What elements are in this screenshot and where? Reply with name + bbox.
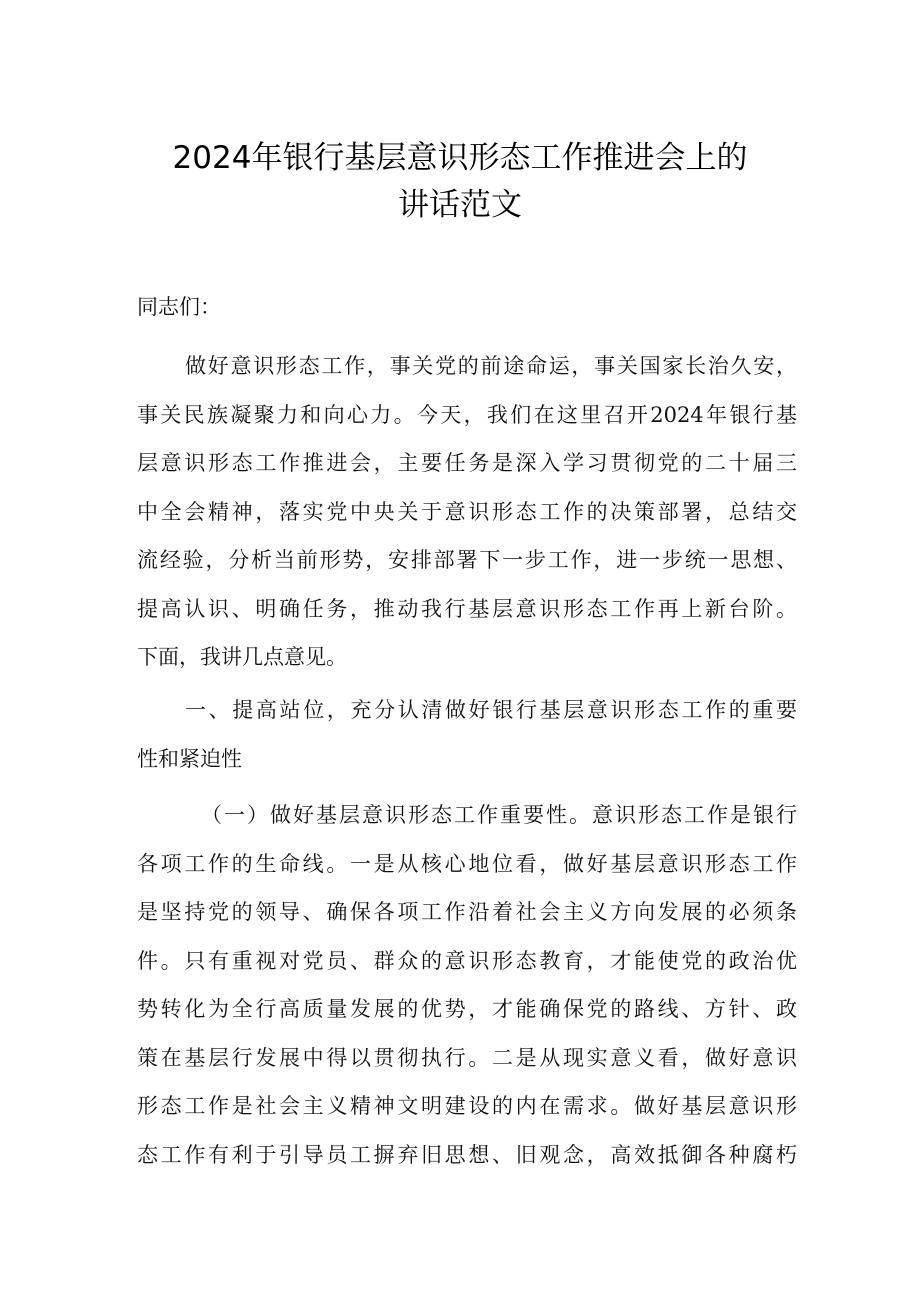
heading-line: 一、提高站位，充分认清做好银行基层意识形态工作的重要 — [185, 698, 797, 722]
salutation — [137, 283, 797, 332]
heading-line: 性和紧迫性 — [137, 746, 242, 771]
paragraph-line: 下面，我讲几点意见。 — [137, 645, 347, 669]
document-title-line-1: 2024年银行基层意识形态工作推进会上的 — [172, 140, 748, 176]
document-title-line-2: 讲话范文 — [398, 187, 522, 223]
paragraph-line: 态工作有利于引导员工摒弃旧思想、旧观念，高效抵御各种腐朽 — [137, 1142, 797, 1167]
paragraph-line: 中全会精神，落实党中央关于意识形态工作的决策部署，总结交 — [137, 499, 797, 524]
paragraph-intro — [137, 342, 797, 682]
paragraph-line: 做好意识形态工作，事关党的前途命运，事关国家长治久安， — [185, 354, 797, 378]
paragraph-line: 策在基层行发展中得以贯彻执行。二是从现实意义看，做好意识 — [137, 1045, 797, 1070]
paragraph-line: 件。只有重视对党员、群众的意识形态教育，才能使党的政治优 — [137, 948, 797, 973]
paragraph-line: （一）做好基层意识形态工作重要性。意识形态工作是银行 — [201, 803, 797, 827]
paragraph-line: 提高认识、明确任务，推动我行基层意识形态工作再上新台阶。 — [137, 596, 797, 621]
paragraph-line: 层意识形态工作推进会，主要任务是深入学习贯彻党的二十届三 — [137, 451, 797, 475]
salutation-text: 同志们： — [137, 295, 221, 319]
paragraph-line: 流经验，分析当前形势，安排部署下一步工作，进一步统一思想、 — [137, 548, 797, 572]
paragraph-line: 形态工作是社会主义精神文明建设的内在需求。做好基层意识形 — [137, 1094, 797, 1118]
paragraph-line: 事关民族凝聚力和向心力。今天，我们在这里召开2024年银行基 — [137, 402, 797, 427]
paragraph-line: 势转化为全行高质量发展的优势，才能确保党的路线、方针、政 — [137, 997, 797, 1021]
paragraph-line: 各项工作的生命线。一是从核心地位看，做好基层意识形态工作 — [137, 851, 797, 876]
paragraph-line: 是坚持党的领导、确保各项工作沿着社会主义方向发展的必须条 — [137, 900, 797, 924]
section-heading-1 — [137, 686, 797, 783]
subsection-paragraph-1 — [137, 791, 797, 1179]
